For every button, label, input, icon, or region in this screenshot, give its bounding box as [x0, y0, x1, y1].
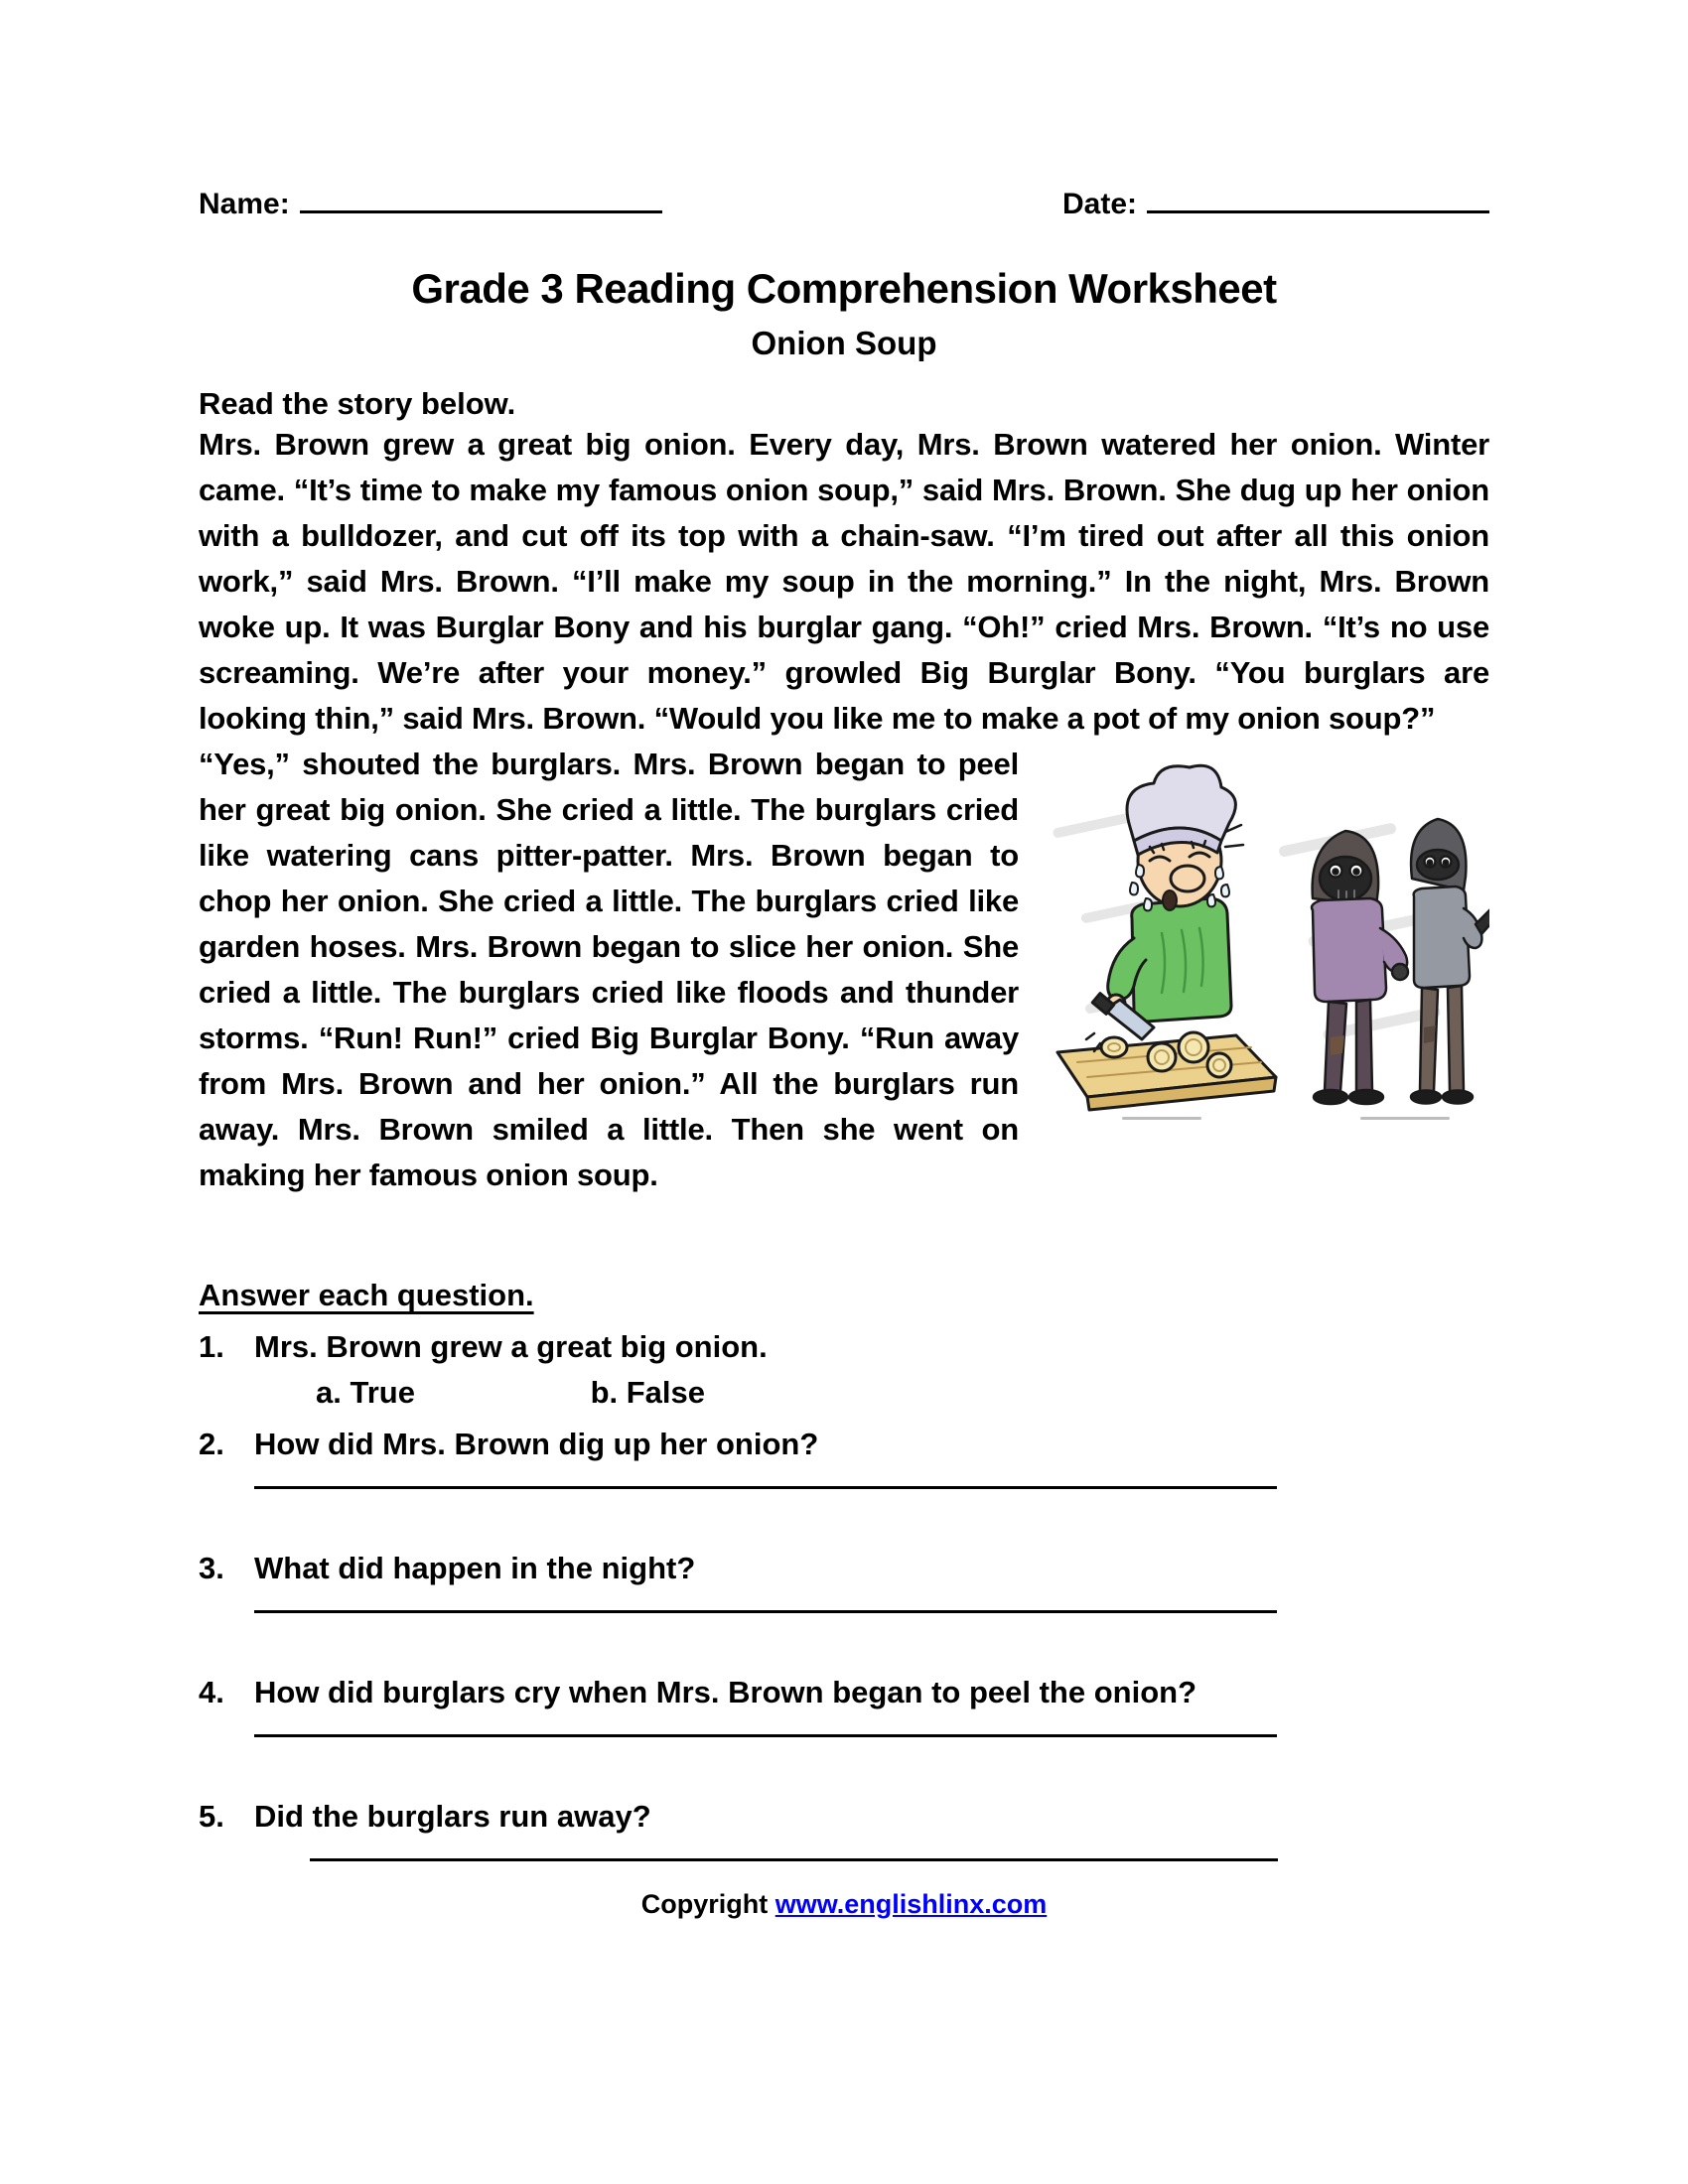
question-2-text: How did Mrs. Brown dig up her onion? [254, 1427, 819, 1461]
question-5-number: 5. [199, 1799, 224, 1834]
story-flow [199, 742, 1489, 1198]
burglars-illustration [1312, 819, 1489, 1104]
question-3-text: What did happen in the night? [254, 1551, 696, 1585]
question-1-text: Mrs. Brown grew a great big onion. [254, 1329, 768, 1364]
date-field [1062, 184, 1489, 221]
answer-instruction: Answer each question. [199, 1278, 534, 1312]
header-row [199, 184, 1489, 221]
question-4 [199, 1675, 1489, 1710]
date-label: Date: [1061, 188, 1137, 220]
question-1 [199, 1329, 1489, 1365]
clipart-caption-marks [1122, 1117, 1450, 1120]
name-fill-line[interactable] [300, 184, 662, 213]
question-2-number: 2. [199, 1427, 224, 1461]
date-fill-line[interactable] [1147, 184, 1489, 213]
copyright-label: Copyright [640, 1889, 769, 1919]
onion-soup-clipart-icon [1043, 750, 1489, 1127]
option-false[interactable]: b. False [590, 1375, 705, 1410]
question-4-number: 4. [199, 1675, 224, 1709]
footer [199, 1889, 1489, 1920]
question-2 [199, 1427, 1489, 1462]
answer-line-q5[interactable] [310, 1858, 1278, 1861]
chef-illustration [1057, 765, 1276, 1110]
question-5 [199, 1799, 1489, 1835]
question-3 [199, 1551, 1489, 1586]
story-illustration [1043, 750, 1489, 1127]
question-4-text: How did burglars cry when Mrs. Brown began to peel the onion? [254, 1675, 1197, 1709]
copyright-link[interactable]: www.englishlinx.com [774, 1889, 1048, 1919]
read-instruction: Read the story below. [199, 386, 516, 421]
name-label: Name: [199, 188, 290, 220]
name-field [199, 184, 662, 221]
question-3-number: 3. [199, 1551, 224, 1585]
answer-line-q3[interactable] [254, 1610, 1277, 1613]
page-subtitle: Onion Soup [751, 325, 937, 361]
story-paragraph-1: Mrs. Brown grew a great big onion. Every day, Mrs. Brown watered her onion. Winter came. “It’s time to make my famous onion soup,” said Mrs. Brown. She dug up her onion with a bulldozer, and cut off its top with a chain-saw. “I’m tired out after all this onion work,” said Mrs. Brown. “I’ll make my soup in the morning.” In the night, Mrs. Brown woke up. It was Burglar Bony and his burglar gang. “Oh!” cried Mrs. Brown. “It’s no use screaming. We’re after your money.” growled Big Burglar Bony. “You burglars are looking thin,” said Mrs. Brown. “Would you like me to make a pot of my onion soup?” [199, 427, 1489, 736]
question-1-number: 1. [199, 1329, 224, 1364]
question-1-options [316, 1375, 1489, 1411]
question-5-text: Did the burglars run away? [254, 1799, 651, 1834]
answer-line-q4[interactable] [254, 1734, 1277, 1737]
story-paragraph-2: “Yes,” shouted the burglars. Mrs. Brown began to peel her great big onion. She cried a little. The burglars cried like watering cans pitter-patter. Mrs. Brown began to chop her onion. She cried a little. The burglars cried like garden hoses. Mrs. Brown began to slice her onion. She cried a little. The burglars cried like floods and thunder storms. “Run! Run!” cried Big Burglar Bony. “Run away from Mrs. Brown and her onion.” All the burglars run away. Mrs. Brown smiled a little. Then she went on making her famous onion soup. [199, 747, 1019, 1192]
option-true[interactable]: a. True [316, 1375, 415, 1410]
answer-line-q2[interactable] [254, 1486, 1277, 1489]
page-title: Grade 3 Reading Comprehension Worksheet [411, 265, 1277, 312]
